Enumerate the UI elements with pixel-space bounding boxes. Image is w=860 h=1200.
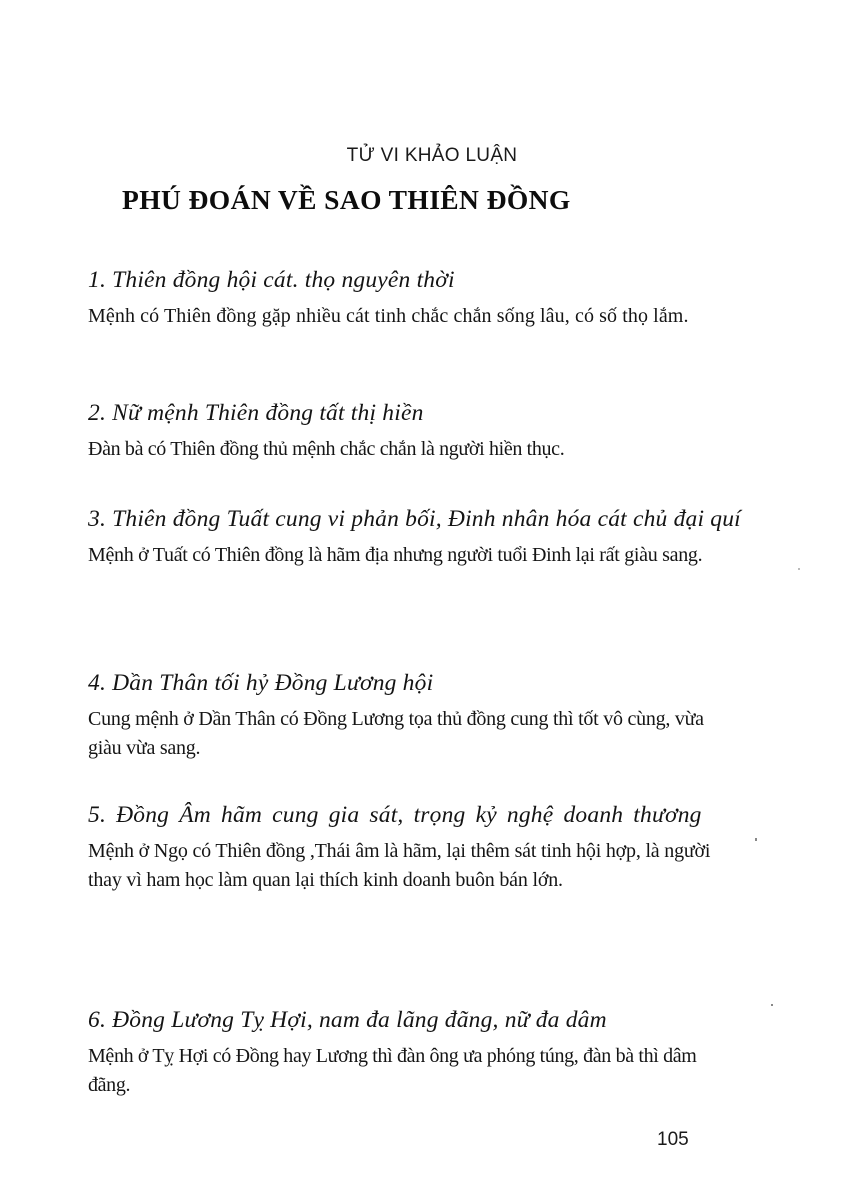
entry-body: Đàn bà có Thiên đồng thủ mệnh chắc chắn là người hiền thục. — [88, 438, 565, 460]
entry-heading: 4. Dần Thân tối hỷ Đồng Lương hội — [88, 670, 434, 696]
scan-speck — [798, 568, 800, 570]
entry-body: Mệnh có Thiên đồng gặp nhiều cát tinh chắc chắn sống lâu, có số thọ lắm. — [88, 305, 689, 327]
entry-body: Mệnh ở Tuất có Thiên đồng là hãm địa nhưng người tuổi Đinh lại rất giàu sang. — [88, 544, 703, 566]
entry-1 — [88, 266, 768, 331]
entry-5 — [88, 801, 768, 895]
scan-speck — [771, 1004, 773, 1006]
chapter-title: PHÚ ĐOÁN VỀ SAO THIÊN ĐỒNG — [122, 184, 571, 215]
running-head: TỬ VI KHẢO LUẬN — [346, 145, 518, 166]
entry-4 — [88, 669, 768, 763]
entry-3 — [88, 505, 768, 570]
entry-body: Mệnh ở Ngọ có Thiên đồng ,Thái âm là hãm, lại thêm sát tinh hội hợp, là người thay vì ham học làm quan lại thích kinh doanh buôn bán lớn. — [88, 840, 711, 891]
entry-heading: 2. Nữ mệnh Thiên đồng tất thị hiền — [88, 400, 424, 426]
entry-body: Cung mệnh ở Dần Thân có Đồng Lương tọa thủ đồng cung thì tốt vô cùng, vừa giàu vừa sang. — [88, 708, 704, 759]
entry-2 — [88, 399, 768, 464]
entry-heading: 1. Thiên đồng hội cát. thọ nguyên thời — [88, 267, 455, 293]
entry-heading: 3. Thiên đồng Tuất cung vi phản bối, Đinh nhân hóa cát chủ đại quí — [88, 506, 741, 532]
entry-6 — [88, 1006, 768, 1100]
entry-body: Mệnh ở Tỵ Hợi có Đồng hay Lương thì đàn ông ưa phóng túng, đàn bà thì dâm đãng. — [88, 1045, 697, 1096]
entry-heading: 6. Đồng Lương Tỵ Hợi, nam đa lãng đãng, nữ đa dâm — [88, 1007, 607, 1033]
scan-speck — [755, 838, 757, 841]
entry-heading: 5. Đồng Âm hãm cung gia sát, trọng kỷ nghệ doanh thương — [88, 802, 702, 828]
page-number: 105 — [657, 1129, 689, 1150]
